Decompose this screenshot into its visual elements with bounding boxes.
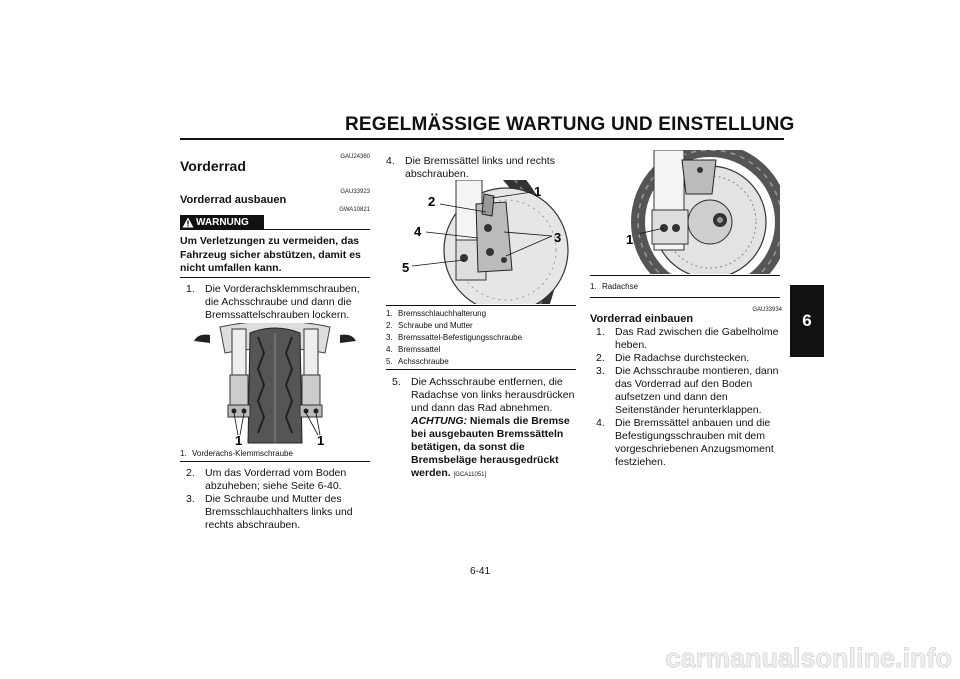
caption-item: 3. Bremssattel-Befestigungsschraube — [386, 333, 523, 342]
caption-bottom-rule-2 — [386, 369, 576, 370]
list-item: 5. Die Achsschraube entfernen, die Radachse von links herausdrücken und dann das Rad abnehmen. ACHTUNG: Niemals die Bremse bei ausgebauten Bremssätteln betätigen, da sonst die Bremsbeläge herausgedrückt werden. [GCA11051] — [392, 376, 575, 479]
steps-list-remove-4 — [392, 376, 578, 482]
warning-bottom-rule — [180, 277, 370, 278]
watermark-logo — [596, 640, 956, 674]
callout-1: 1 — [626, 232, 634, 247]
list-item: 1. Das Rad zwischen die Gabelholme heben. — [596, 326, 779, 351]
list-item: 3. Die Schraube und Mutter des Bremsschlauchhalters links und rechts abschrauben. — [186, 493, 353, 531]
callout-2: 2 — [428, 194, 436, 209]
chapter-tab: 6 — [790, 285, 824, 357]
figure-wheel-axle — [590, 150, 780, 274]
code-warning: GWA10821 — [339, 207, 370, 213]
caption-item: 2. Schraube und Mutter — [386, 321, 473, 330]
svg-text:carmanualsonline.info: carmanualsonline.info — [665, 643, 952, 673]
callout-3: 3 — [554, 230, 562, 245]
code-section: GAU24360 — [340, 154, 370, 160]
caption-top-rule-3 — [590, 275, 780, 276]
code-sub-install: GAU33934 — [752, 307, 782, 313]
list-item: 3. Die Achsschraube montieren, dann das Vorderrad auf den Boden aufsetzen und dann den Seitenständer herunterklappen. — [596, 365, 779, 416]
caution-code: [GCA11051] — [453, 472, 487, 478]
list-item: 2. Um das Vorderrad vom Boden abzuheben; siehe Seite 6-40. — [186, 467, 347, 492]
caption-item: 1. Bremsschlauchhalterung — [386, 309, 487, 318]
figure-caption-1 — [180, 448, 370, 460]
warning-text: Um Verletzungen zu vermeiden, das Fahrzeug sicher abstützen, damit es nicht umfallen kann. — [180, 235, 361, 274]
caption-item: 1. Vorderachs-Klemmschraube — [180, 449, 293, 458]
callout-4: 4 — [414, 224, 422, 239]
steps-list-remove-3 — [386, 155, 576, 181]
list-item: 1. Die Vorderachsklemmschrauben, die Achsschraube und dann die Bremssattelschrauben lockern. — [186, 283, 360, 321]
caption-item: 5. Achsschraube — [386, 357, 449, 366]
callout-5: 5 — [402, 260, 410, 275]
code-sub: GAU33923 — [340, 189, 370, 195]
warning-label: WARNUNG — [196, 217, 249, 228]
page-header-title: REGELMÄSSIGE WARTUNG UND EINSTELLUNG — [345, 114, 795, 135]
header-rule — [180, 138, 784, 140]
callout-1: 1 — [534, 184, 542, 199]
figure-caption-3 — [590, 281, 780, 293]
caution-label: ACHTUNG: — [411, 415, 467, 427]
caption-top-rule-2 — [386, 305, 576, 306]
caption-bottom-rule-3 — [590, 297, 780, 298]
subsection-title: Vorderrad ausbauen — [180, 194, 287, 206]
page-number: 6-41 — [469, 566, 490, 577]
warning-top-rule — [264, 229, 370, 230]
list-item: 4. Die Bremssättel links und rechts abschrauben. — [386, 155, 555, 180]
list-item: 2. Die Radachse durchstecken. — [596, 352, 750, 364]
warning-icon — [180, 217, 196, 228]
figure-caption-2 — [386, 308, 576, 368]
caption-rule-1 — [180, 461, 370, 462]
steps-list-remove-2 — [186, 467, 372, 532]
steps-list-remove-1 — [186, 283, 372, 322]
section-title: Vorderrad — [180, 158, 246, 174]
figure-brake-caliper — [386, 180, 576, 304]
steps-list-install — [596, 326, 782, 469]
callout-1-right: 1 — [317, 433, 325, 447]
caution-text: Niemals die Bremse bei ausgebauten Bremssätteln betätigen, da sonst die Bremsbeläge herausgedrückt werden. — [411, 415, 570, 479]
subsection-title-install: Vorderrad einbauen — [590, 313, 694, 325]
caption-item: 4. Bremssattel — [386, 345, 441, 354]
figure-front-axle — [180, 323, 370, 447]
list-item: 4. Die Bremssättel anbauen und die Befestigungsschrauben mit dem vorgeschriebenen Anzugsmoment festziehen. — [596, 417, 774, 468]
callout-1-left: 1 — [235, 433, 243, 447]
caption-item: 1. Radachse — [590, 282, 639, 291]
warning-badge — [180, 215, 264, 230]
